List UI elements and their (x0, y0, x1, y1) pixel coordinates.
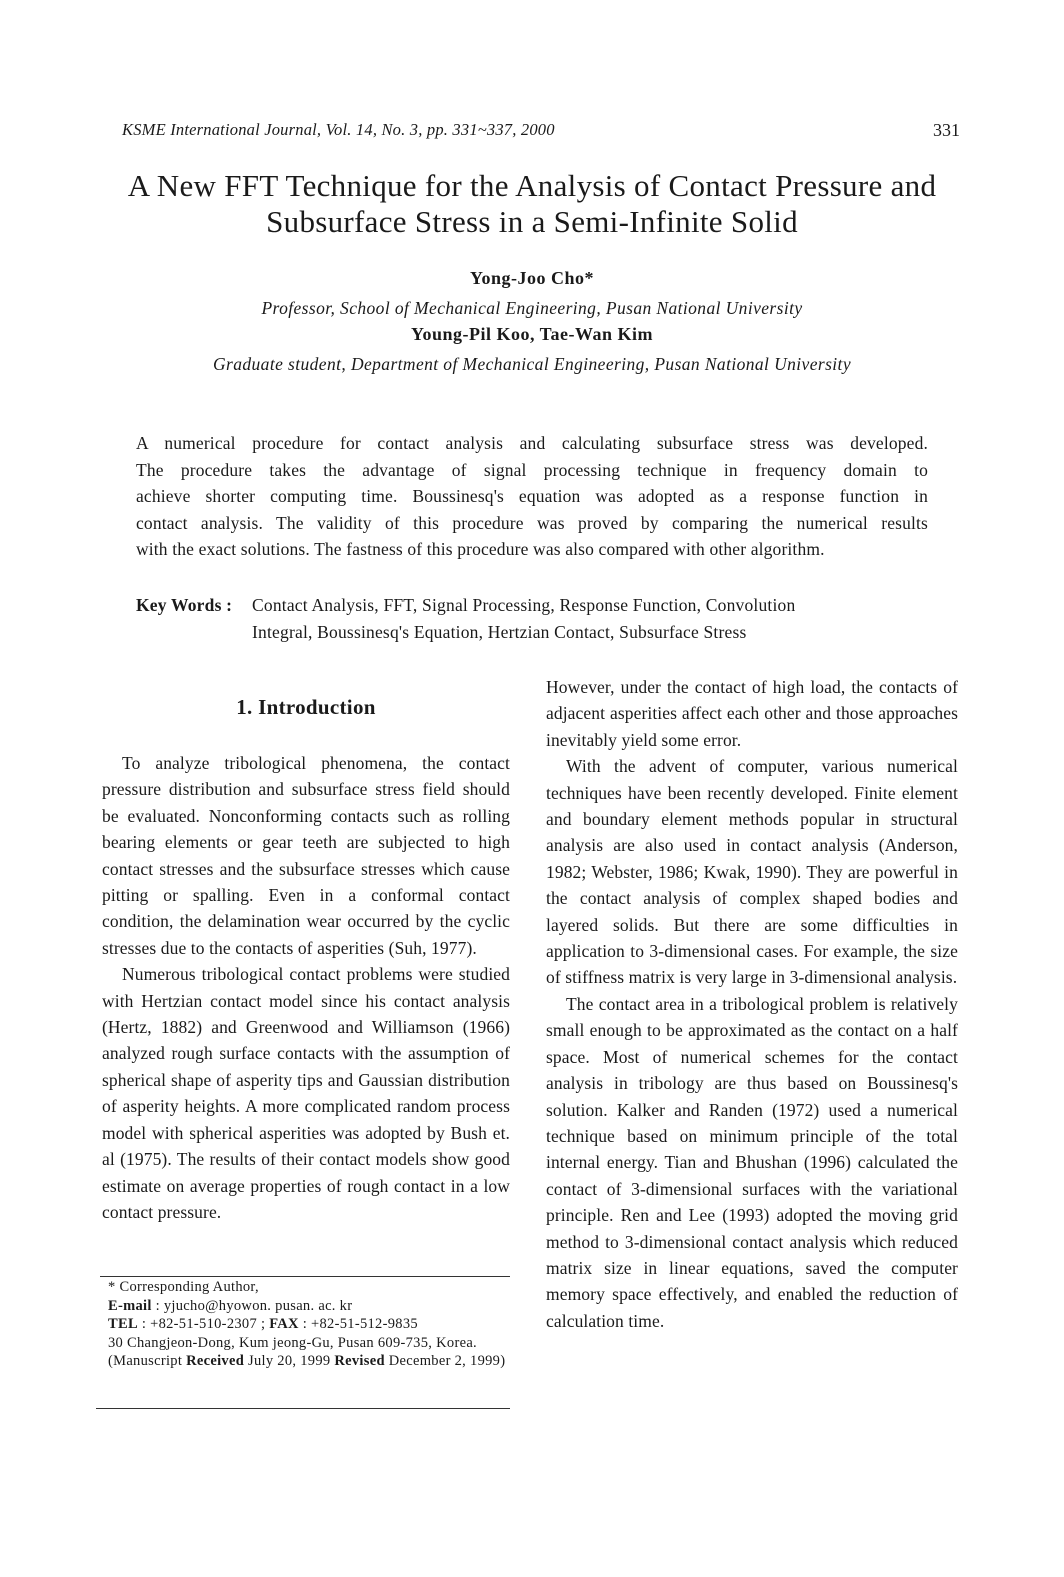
revised-date: December 2, 1999) (384, 1353, 506, 1370)
abstract-line: with the exact solutions. The fastness of this procedure was also compared with other algorithm. (136, 539, 825, 559)
author-2-names: Young-Pil Koo, Tae-Wan Kim (410, 324, 654, 344)
fax-value: : +82-51-512-9835 (298, 1316, 418, 1333)
title-line-2: Subsurface Stress in a Semi-Infinite Solid (266, 204, 798, 239)
keywords-line-2: Integral, Boussinesq's Equation, Hertzian Contact, Subsurface Stress (252, 622, 747, 642)
keywords-list (252, 592, 928, 646)
footnote-divider (100, 1276, 510, 1277)
keywords (136, 592, 928, 642)
right-column (546, 674, 958, 1334)
paper-title (60, 168, 1004, 240)
keywords-line-1: Contact Analysis, FFT, Signal Processing, Response Function, Convolution (252, 595, 796, 615)
left-column (102, 750, 510, 1225)
received-date: July 20, 1999 (244, 1353, 335, 1370)
abstract-line: A numerical procedure for contact analysis and calculating subsurface stress was developed. (136, 433, 928, 453)
address-text: 30 Changjeon-Dong, Kum jeong-Gu, Pusan 609-735, Korea. (Manuscript (108, 1334, 477, 1370)
tel-label: TEL (108, 1316, 138, 1333)
fax-label: FAX (269, 1316, 299, 1333)
page-number: 331 (933, 120, 960, 140)
revised-label: Revised (334, 1353, 385, 1370)
paragraph: The contact area in a tribological problem is relatively small enough to be approximated as the contact on a half space. Most of numerical schemes for the contact analysis in tribology are thus based on Boussinesq's solution. Kalker and Randen (1972) used a numerical technique based on minimum principle of the total internal energy. Tian and Bhushan (1996) calculated the contact of 3-dimensional surfaces with the variational principle. Ren and Lee (1993) adopted the moving grid method to 3-dimensional contact analysis which reduced matrix size in linear equations, saved the computer memory space effectively, and enabled the reduction of calculation time. (546, 993, 958, 1331)
footnote (108, 1278, 508, 1371)
email-value: : yjucho@hyowon. pusan. ac. kr (151, 1297, 353, 1314)
paragraph: With the advent of computer, various numerical techniques have been recently developed. Finite element and boundary element methods popular in structural analysis are also used in contact analysis (Anderson, 1982; Webster, 1986; Kwak, 1990). They are powerful in the contact analysis of complex shaped bodies and layered solids. But there are some difficulties in application to 3-dimensional cases. For example, the size of stiffness matrix is very large in 3-dimensional analysis. (546, 756, 958, 988)
section-heading: 1. Introduction (236, 695, 376, 719)
footnote-email (108, 1297, 508, 1316)
paragraph: However, under the contact of high load, the contacts of adjacent asperities affect each other and those approaches inevitably yield some error. (546, 677, 958, 750)
keywords-label: Key Words : (136, 595, 233, 615)
abstract (136, 430, 928, 563)
footnote-corresponding: * Corresponding Author, (108, 1279, 259, 1295)
abstract-line: The procedure takes the advantage of signal processing technique in frequency domain to (136, 459, 928, 480)
author-1-name: Yong-Joo Cho* (469, 268, 595, 288)
author-2-affiliation: Graduate student, Department of Mechanical Engineering, Pusan National University (212, 354, 851, 374)
title-line-1: A New FFT Technique for the Analysis of Contact Pressure and (127, 168, 937, 203)
footnote-phone (108, 1315, 508, 1334)
email-label: E-mail (108, 1297, 152, 1314)
abstract-line: contact analysis. The validity of this procedure was proved by comparing the numerical results (136, 512, 928, 533)
running-head: KSME International Journal, Vol. 14, No. 3, pp. 331~337, 2000 (122, 120, 555, 139)
tel-value: : +82-51-510-2307 ; (137, 1316, 270, 1333)
footnote-bottom-rule (96, 1408, 510, 1409)
received-label: Received (186, 1353, 245, 1370)
paragraph: Numerous tribological contact problems were studied with Hertzian contact model since his contact analysis (Hertz, 1882) and Greenwood and Williamson (1966) analyzed rough surface contacts with the assumption of spherical shape of asperity tips and Gaussian distribution of asperity heights. A more complicated random process model with spherical asperities was adopted by Bush et. al (1975). The results of their contact models show good estimate on average properties of rough contact in a low contact pressure. (102, 964, 510, 1222)
author-1-affiliation: Professor, School of Mechanical Engineering, Pusan National University (261, 298, 803, 318)
abstract-line: achieve shorter computing time. Boussinesq's equation was adopted as a response function in (136, 486, 928, 506)
paragraph: To analyze tribological phenomena, the contact pressure distribution and subsurface stress field should be evaluated. Nonconforming contacts such as rolling bearing elements or gear teeth are subjected to high contact stresses and the subsurface stresses which cause pitting or spalling. Even in a conformal contact condition, the delamination wear occurred by the cyclic stresses due to the contacts of asperities (Suh, 1977). (102, 753, 510, 958)
footnote-address (108, 1334, 508, 1371)
